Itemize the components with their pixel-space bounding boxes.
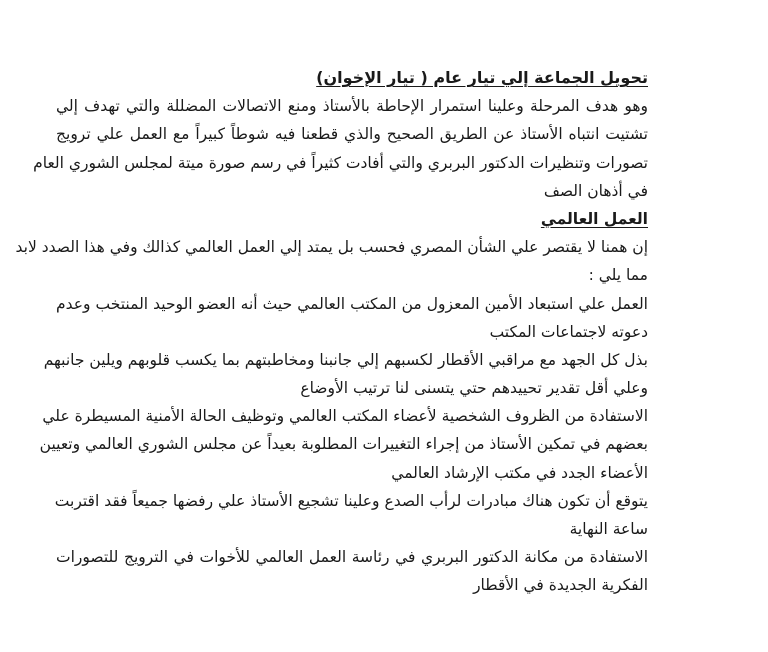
paragraph-line: وهو هدف المرحلة وعلينا استمرار الإحاطة بالأستاذ ومنع الاتصالات المضللة والتي تهدف إلي [56,97,648,116]
paragraph-line: بذل كل الجهد مع مراقبي الأقطار لكسبهم إلي جانبنا ومخاطبتهم بما يكسب قلوبهم ويلين جانبهم [43,350,648,369]
list-item [43,346,648,402]
paragraph-line: الاستفادة من الظروف الشخصية لأعضاء المكتب العالمي وتوظيف الحالة الأمنية المسيطرة علي [42,407,648,426]
paragraph-line: إن همنا لا يقتصر علي الشأن المصري فحسب بل يمتد إلي العمل العالمي كذالك وفي هذا الصدد لابد [15,238,648,257]
paragraph-line: ساعة النهاية [569,520,648,538]
paragraph-line: العمل علي استبعاد الأمين المعزول من المكتب العالمي حيث أنه العضو الوحيد المنتخب وعدم [56,294,648,313]
section-heading-general-current: تحويل الجماعة إلي تيار عام ( تيار الإخوان) [316,68,648,87]
list-item [56,290,648,346]
section-heading-global-work: العمل العالمي [540,209,648,228]
paragraph-line: وعلي أقل تقدير تحييدهم حتي يتسنى لنا ترتيب الأوضاع [300,379,648,398]
paragraph-line: تصورات وتنظيرات الدكتور البربري والتي أفادت كثيراً في رسم صورة ميتة لمجلس الشوري العام [33,153,648,172]
paragraph-line: تشتيت انتباه الأستاذ عن الطريق الصحيح والذي قطعنا فيه شوطاً كبيراً مع العمل علي ترويج [56,125,648,144]
paragraph-line: دعوته لاجتماعات المكتب [489,322,648,341]
list-item [56,487,648,543]
paragraph-line: الفكرية الجديدة في الأقطار [473,576,648,595]
paragraph-line: مما يلي : [588,266,648,285]
paragraph-line: في أذهان الصف [543,181,648,200]
paragraph-line: بعضهم في تمكين الأستاذ من إجراء التغييرات المطلوبة بعيداً عن مجلس الشوري العالمي وتعيين [39,435,648,454]
paragraph-line: يتوقع أن تكون هناك مبادرات لرأب الصدع وعلينا تشجيع الأستاذ علي رفضها جميعاً فقد اقتربت [54,491,648,510]
paragraph-line: الأعضاء الجدد في مكتب الإرشاد العالمي [391,463,648,482]
list-item [56,543,648,599]
list-item [39,402,648,487]
paragraph-line: الاستفادة من مكانة الدكتور البربري في رئاسة العمل العالمي للأخوات في الترويج للتصورات [56,548,648,567]
document-page [15,64,648,600]
